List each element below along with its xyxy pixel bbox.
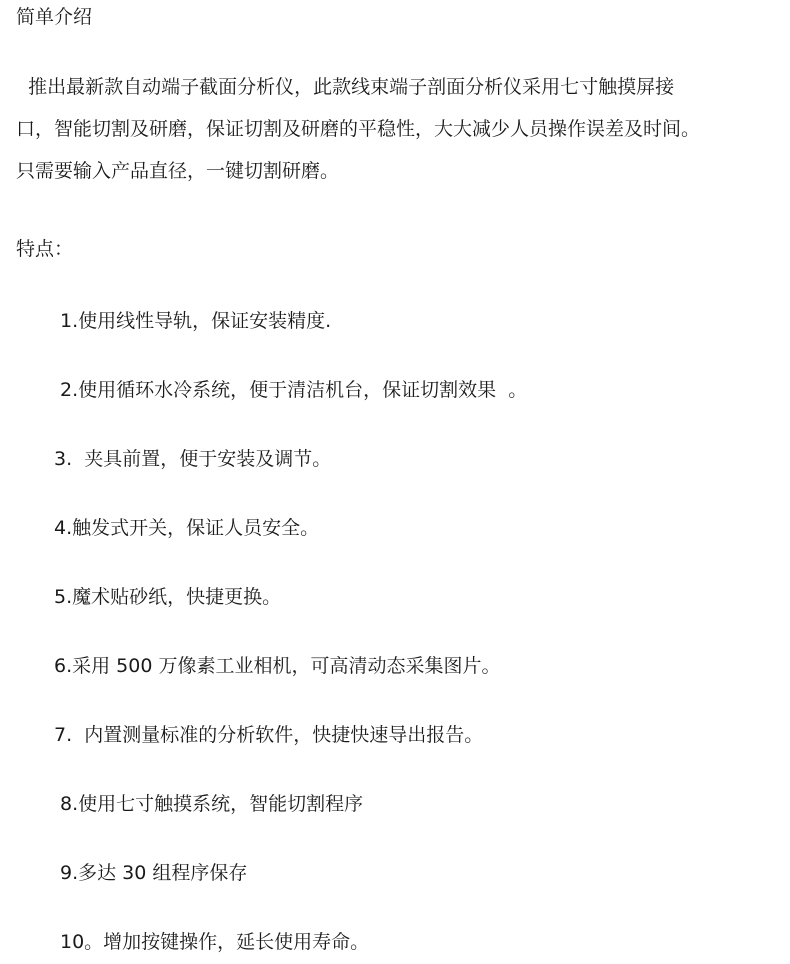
feature-item: 5.魔术贴砂纸，快捷更换。 (54, 586, 282, 608)
feature-item: 6.采用 500 万像素工业相机，可高清动态采集图片。 (54, 655, 501, 677)
feature-item: 10。增加按键操作，延长使用寿命。 (60, 931, 370, 953)
feature-item: 8.使用七寸触摸系统，智能切割程序 (60, 793, 364, 815)
intro-line: 推出最新款自动端子截面分析仪，此款线束端子剖面分析仪采用七寸触摸屏接 (16, 76, 675, 98)
feature-item: 7. 内置测量标准的分析软件，快捷快速导出报告。 (54, 724, 484, 746)
intro-paragraph (16, 66, 784, 192)
feature-item: 2.使用循环水冷系统，便于清洁机台，保证切割效果 。 (60, 379, 528, 401)
feature-item: 9.多达 30 组程序保存 (60, 862, 248, 884)
feature-item: 1.使用线性导轨，保证安装精度. (60, 310, 332, 332)
section-heading-intro: 简单介绍 (16, 6, 93, 28)
intro-line: 口，智能切割及研磨，保证切割及研磨的平稳性，大大减少人员操作误差及时间。 (16, 118, 701, 140)
feature-item: 4.触发式开关，保证人员安全。 (54, 517, 320, 539)
feature-item: 3. 夹具前置，便于安装及调节。 (54, 448, 332, 470)
section-heading-features: 特点： (16, 238, 74, 260)
intro-line: 只需要输入产品直径，一键切割研磨。 (16, 160, 340, 182)
